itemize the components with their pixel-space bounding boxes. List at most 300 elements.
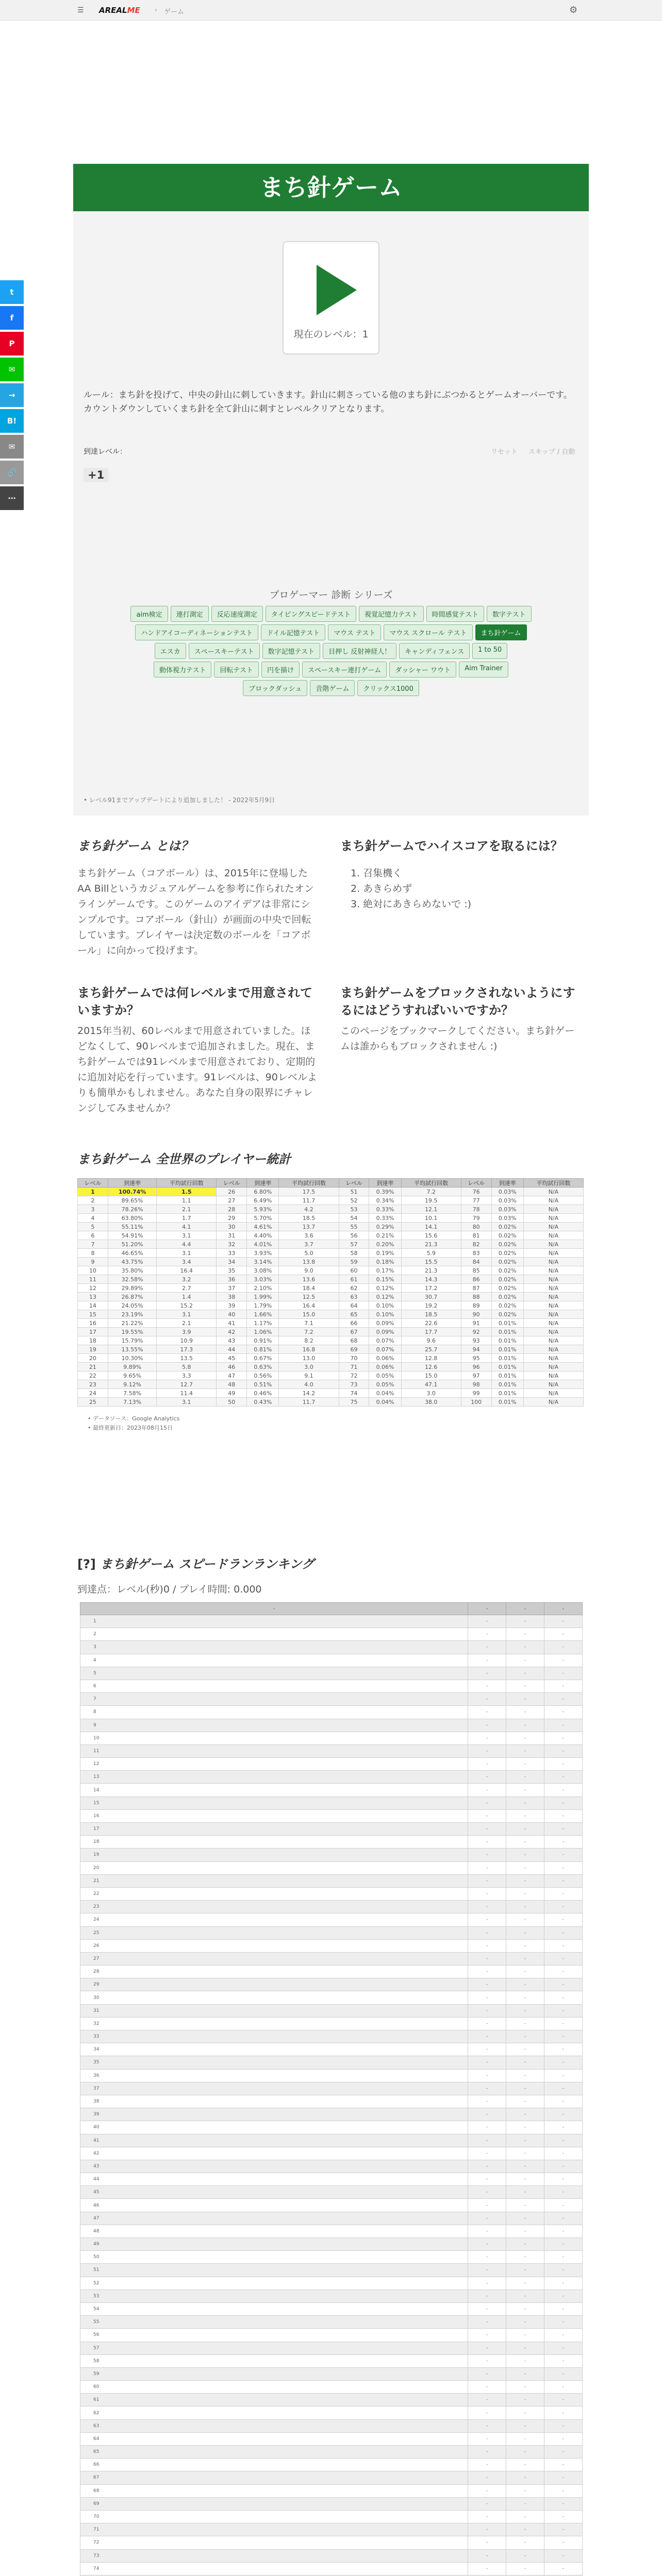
rank-time: - — [506, 2316, 544, 2329]
rank-row — [80, 1771, 583, 1784]
stats-cell: 0.33% — [369, 1205, 401, 1214]
rank-record: - — [468, 2160, 506, 2173]
rank-record: - — [468, 2562, 506, 2575]
mode-link[interactable]: スキップ / 自動 — [528, 448, 575, 456]
rank-time: - — [506, 2108, 544, 2121]
rank-achieved: - — [544, 2225, 582, 2238]
breadcrumb-game[interactable]: ゲーム — [164, 8, 185, 16]
stats-cell: 0.01% — [491, 1389, 523, 1398]
stats-cell: N/A — [523, 1389, 583, 1398]
stats-cell: 4.1 — [157, 1223, 217, 1231]
stats-header: レベル — [217, 1179, 247, 1188]
stats-cell: 4.0 — [279, 1380, 339, 1389]
stats-cell: 73 — [339, 1380, 369, 1389]
brand-main: AREAL — [99, 6, 127, 15]
stats-cell: 20 — [78, 1354, 108, 1363]
rank-achieved: - — [544, 2108, 582, 2121]
share-sidebar — [0, 280, 24, 512]
series-tag[interactable]: エスカ — [155, 643, 186, 659]
rank-record: - — [468, 1823, 506, 1836]
speedrun-help[interactable]: [?] — [77, 1557, 96, 1571]
stats-row — [78, 1214, 584, 1223]
rank-level: 20 — [80, 1861, 468, 1874]
stats-cell: 15.2 — [157, 1301, 217, 1310]
stats-cell: N/A — [523, 1240, 583, 1249]
speedrun-heading — [77, 1554, 314, 1572]
stats-cell: 21.22% — [108, 1319, 156, 1328]
series-tag[interactable]: 数字記憶テスト — [262, 643, 320, 659]
rank-row — [80, 2147, 583, 2160]
stats-cell: 96 — [461, 1363, 491, 1371]
stats-row — [78, 1249, 584, 1258]
rank-row — [80, 2277, 583, 2290]
rank-achieved: - — [544, 2302, 582, 2315]
series-tag[interactable]: マウス テスト — [328, 624, 381, 640]
share-button[interactable]: 🔗 — [0, 461, 24, 484]
rank-record: - — [468, 2471, 506, 2484]
stats-cell: 68 — [339, 1336, 369, 1345]
stats-cell: 13.0 — [279, 1354, 339, 1363]
stats-cell: 4.01% — [247, 1240, 279, 1249]
stats-cell: 54 — [339, 1214, 369, 1223]
settings-icon[interactable]: ⚙ — [569, 5, 578, 15]
series-tag[interactable]: aim検定 — [130, 606, 168, 622]
stats-cell: 0.07% — [369, 1345, 401, 1354]
rank-record: - — [468, 2497, 506, 2510]
rank-row — [80, 2134, 583, 2147]
rank-row — [80, 2510, 583, 2523]
rank-level: 16 — [80, 1809, 468, 1822]
breadcrumb-separator: › — [155, 6, 157, 13]
stats-cell: 8.2 — [279, 1336, 339, 1345]
rank-record: - — [468, 1758, 506, 1771]
stats-cell: 21 — [78, 1363, 108, 1371]
series-tag[interactable]: 時間感覚テスト — [426, 606, 484, 622]
stats-cell: 5.8 — [157, 1363, 217, 1371]
stats-cell: 0.12% — [369, 1284, 401, 1293]
rank-row — [80, 2316, 583, 2329]
stats-cell: 4 — [78, 1214, 108, 1223]
rank-achieved: - — [544, 1732, 582, 1744]
rank-time: - — [506, 2523, 544, 2536]
stats-cell: 43 — [217, 1336, 247, 1345]
rank-record: - — [468, 2212, 506, 2225]
rank-achieved: - — [544, 2381, 582, 2394]
stats-cell: 0.81% — [247, 1345, 279, 1354]
hiscore-tip: 3. 絶対にあきらめないで :) — [351, 899, 472, 910]
stats-cell: 44 — [217, 1345, 247, 1354]
rank-row — [80, 2290, 583, 2302]
rank-header: - — [80, 1603, 468, 1615]
stats-cell: 1.4 — [157, 1293, 217, 1301]
stats-cell: 7 — [78, 1240, 108, 1249]
stats-cell: 3.7 — [279, 1240, 339, 1249]
rank-time: - — [506, 2459, 544, 2471]
stats-header: 平均試行回数 — [279, 1179, 339, 1188]
series-tag[interactable]: 数字テスト — [487, 606, 531, 622]
rank-record: - — [468, 1913, 506, 1926]
rank-row — [80, 2329, 583, 2342]
stats-cell: 1.66% — [247, 1310, 279, 1319]
rank-achieved: - — [544, 1978, 582, 1991]
stats-cell: 0.03% — [491, 1205, 523, 1214]
stats-cell: 32.58% — [108, 1275, 156, 1284]
play-button[interactable] — [283, 241, 379, 354]
rank-achieved: - — [544, 2562, 582, 2575]
rank-achieved: - — [544, 2069, 582, 2082]
stats-cell: 78 — [461, 1205, 491, 1214]
stats-cell: 65 — [339, 1310, 369, 1319]
rank-level: 31 — [80, 2004, 468, 2017]
rank-record: - — [468, 1874, 506, 1887]
rank-achieved: - — [544, 1991, 582, 2004]
rank-level: 30 — [80, 1991, 468, 2004]
rank-achieved: - — [544, 1874, 582, 1887]
stats-cell: 78.26% — [108, 1205, 156, 1214]
stats-cell: 75 — [339, 1398, 369, 1406]
rank-row — [80, 2446, 583, 2459]
rank-achieved: - — [544, 2367, 582, 2380]
series-tag[interactable]: 円を描け — [261, 662, 300, 677]
stats-cell: 1.7 — [157, 1214, 217, 1223]
rank-record: - — [468, 2536, 506, 2549]
rank-record: - — [468, 2264, 506, 2277]
stats-cell: 0.01% — [491, 1380, 523, 1389]
rank-achieved: - — [544, 2017, 582, 2030]
rank-record: - — [468, 1706, 506, 1719]
rank-level: 38 — [80, 2095, 468, 2108]
rank-level: 5 — [80, 1667, 468, 1680]
stats-cell: 11.7 — [279, 1196, 339, 1205]
rank-time: - — [506, 2069, 544, 2082]
series-tag[interactable]: ブロックダッシュ — [243, 680, 307, 696]
rank-row — [80, 1758, 583, 1771]
stats-cell: 9.6 — [401, 1336, 461, 1345]
rank-achieved: - — [544, 2095, 582, 2108]
stats-row — [78, 1336, 584, 1345]
stats-row — [78, 1328, 584, 1336]
stats-cell: 67 — [339, 1328, 369, 1336]
rank-record: - — [468, 1680, 506, 1692]
rank-time: - — [506, 2342, 544, 2354]
stats-cell: 4.61% — [247, 1223, 279, 1231]
stats-cell: 30.7 — [401, 1293, 461, 1301]
series-tag[interactable]: 連打測定 — [171, 606, 209, 622]
stats-cell: 12 — [78, 1284, 108, 1293]
stats-row — [78, 1345, 584, 1354]
rank-level: 63 — [80, 2419, 468, 2432]
rank-row — [80, 1744, 583, 1757]
rank-record: - — [468, 2095, 506, 2108]
stats-cell: 90 — [461, 1310, 491, 1319]
stats-cell: 2.10% — [247, 1284, 279, 1293]
rank-row — [80, 1991, 583, 2004]
rank-achieved: - — [544, 2056, 582, 2069]
menu-icon[interactable]: ☰ — [77, 6, 84, 14]
rank-time: - — [506, 2160, 544, 2173]
rank-row — [80, 2017, 583, 2030]
share-button[interactable]: ✉ — [0, 358, 24, 381]
stats-cell: 3.14% — [247, 1258, 279, 1266]
rank-row — [80, 2406, 583, 2419]
rank-row — [80, 1784, 583, 1797]
stats-cell: N/A — [523, 1266, 583, 1275]
rank-level: 29 — [80, 1978, 468, 1991]
rank-time: - — [506, 1628, 544, 1641]
stats-cell: 33 — [217, 1249, 247, 1258]
stats-row — [78, 1240, 584, 1249]
stats-cell: 15.79% — [108, 1336, 156, 1345]
rank-time: - — [506, 2017, 544, 2030]
rank-row — [80, 1667, 583, 1680]
stats-cell: N/A — [523, 1301, 583, 1310]
rank-record: - — [468, 1978, 506, 1991]
share-button[interactable]: t — [0, 280, 24, 304]
stats-cell: 0.46% — [247, 1389, 279, 1398]
series-tag[interactable]: クリックス1000 — [357, 680, 419, 696]
series-tag[interactable]: 反応速度測定 — [211, 606, 263, 622]
series-tag[interactable]: マウス スクロール テスト — [384, 624, 472, 640]
series-tag[interactable]: Aim Trainer — [459, 662, 508, 677]
stats-cell: 12.1 — [401, 1205, 461, 1214]
stats-cell: 0.02% — [491, 1284, 523, 1293]
rank-level: 42 — [80, 2147, 468, 2160]
stats-cell: 0.02% — [491, 1249, 523, 1258]
stats-cell: N/A — [523, 1188, 583, 1196]
rank-row — [80, 1628, 583, 1641]
hiscore-tip: 1. 召集機く — [351, 868, 403, 879]
rank-achieved: - — [544, 1628, 582, 1641]
rank-record: - — [468, 2406, 506, 2419]
rank-time: - — [506, 2354, 544, 2367]
stats-cell: N/A — [523, 1214, 583, 1223]
rank-level: 19 — [80, 1849, 468, 1861]
stats-cell: 5.70% — [247, 1214, 279, 1223]
stats-cell: 15 — [78, 1310, 108, 1319]
stats-cell: 92 — [461, 1328, 491, 1336]
stats-cell: 1.5 — [157, 1188, 217, 1196]
stats-cell: 94 — [461, 1345, 491, 1354]
rank-time: - — [506, 1823, 544, 1836]
rank-level: 45 — [80, 2186, 468, 2199]
series-tag[interactable]: タイピングスピードテスト — [266, 606, 356, 622]
rank-record: - — [468, 2549, 506, 2562]
stats-cell: 11.7 — [279, 1398, 339, 1406]
rank-time: - — [506, 1887, 544, 1900]
rank-level: 10 — [80, 1732, 468, 1744]
stats-cell: 3.3 — [157, 1371, 217, 1380]
rank-record: - — [468, 1991, 506, 2004]
stats-cell: 11.4 — [157, 1389, 217, 1398]
series-tag[interactable]: ドイル記憶テスト — [261, 624, 325, 640]
rank-level: 57 — [80, 2342, 468, 2354]
rank-level: 23 — [80, 1901, 468, 1913]
series-tag[interactable]: 音階ゲーム — [310, 680, 355, 696]
rank-record: - — [468, 1628, 506, 1641]
stats-cell: 3.1 — [157, 1310, 217, 1319]
series-tag[interactable]: 動体視力テスト — [154, 662, 211, 677]
stats-cell: 5 — [78, 1223, 108, 1231]
stats-header: 平均試行回数 — [401, 1179, 461, 1188]
share-button[interactable]: P — [0, 332, 24, 355]
rank-level: 36 — [80, 2069, 468, 2082]
rank-level: 71 — [80, 2523, 468, 2536]
rank-achieved: - — [544, 2549, 582, 2562]
rank-row — [80, 2069, 583, 2082]
reset-link[interactable]: リセット — [491, 448, 518, 456]
series-tag[interactable]: まち針ゲーム — [475, 624, 527, 640]
rank-time: - — [506, 2199, 544, 2212]
rank-row — [80, 1849, 583, 1861]
stats-cell: 55 — [339, 1223, 369, 1231]
rank-level: 8 — [80, 1706, 468, 1719]
stats-cell: 22.6 — [401, 1319, 461, 1328]
series-tag[interactable]: スペースキーテスト — [189, 643, 260, 659]
stats-cell: 6 — [78, 1231, 108, 1240]
stats-cell: 14 — [78, 1301, 108, 1310]
rank-achieved: - — [544, 2160, 582, 2173]
rank-time: - — [506, 2056, 544, 2069]
rank-level: 7 — [80, 1693, 468, 1706]
series-tag[interactable]: ハンドアイコーディネーションテスト — [135, 624, 258, 640]
stats-cell: 24 — [78, 1389, 108, 1398]
rank-row — [80, 2043, 583, 2056]
rank-record: - — [468, 2108, 506, 2121]
stats-cell: 11 — [78, 1275, 108, 1284]
rank-achieved: - — [544, 2186, 582, 2199]
stats-cell: 85 — [461, 1266, 491, 1275]
stats-header: レベル — [339, 1179, 369, 1188]
rank-record: - — [468, 2302, 506, 2315]
series-tag[interactable]: 回転テスト — [214, 662, 258, 677]
rank-time: - — [506, 1978, 544, 1991]
share-button[interactable]: B! — [0, 409, 24, 433]
stats-cell: 7.2 — [401, 1188, 461, 1196]
stats-cell: 29.89% — [108, 1284, 156, 1293]
rank-time: - — [506, 2030, 544, 2043]
series-tag[interactable]: スペースキー連打ゲーム — [302, 662, 387, 677]
series-tag[interactable]: 視覚記憶力テスト — [359, 606, 423, 622]
rank-achieved: - — [544, 1693, 582, 1706]
stats-cell: 9.65% — [108, 1371, 156, 1380]
rank-level: 17 — [80, 1823, 468, 1836]
share-button[interactable]: f — [0, 306, 24, 330]
rank-achieved: - — [544, 1809, 582, 1822]
rank-time: - — [506, 2536, 544, 2549]
rank-achieved: - — [544, 2471, 582, 2484]
share-button[interactable]: ✉ — [0, 435, 24, 459]
rank-row — [80, 2549, 583, 2562]
rank-row — [80, 2264, 583, 2277]
rank-record: - — [468, 1667, 506, 1680]
stats-cell: 0.09% — [369, 1328, 401, 1336]
rank-time: - — [506, 2406, 544, 2419]
stats-cell: 13 — [78, 1293, 108, 1301]
game-title: まち針ゲーム — [73, 164, 589, 211]
rank-level: 4 — [80, 1654, 468, 1667]
rank-record: - — [468, 1887, 506, 1900]
rank-achieved: - — [544, 2419, 582, 2432]
rank-row — [80, 2056, 583, 2069]
rank-level: 74 — [80, 2562, 468, 2575]
about-heading: まち針ゲーム とは？ — [77, 839, 193, 853]
rank-record: - — [468, 1901, 506, 1913]
series-tag[interactable]: 目押し 反射神経人！ — [323, 643, 396, 659]
stats-cell: 91 — [461, 1319, 491, 1328]
stats-cell: 12.6 — [401, 1363, 461, 1371]
rank-achieved: - — [544, 2394, 582, 2406]
rank-time: - — [506, 1706, 544, 1719]
rank-row — [80, 2536, 583, 2549]
stats-cell: 0.01% — [491, 1319, 523, 1328]
stats-cell: 13.55% — [108, 1345, 156, 1354]
series-tag[interactable]: キャンディフェンス — [399, 643, 470, 659]
stats-cell: 5.9 — [401, 1249, 461, 1258]
stats-row — [78, 1275, 584, 1284]
stats-row — [78, 1398, 584, 1406]
rank-row — [80, 1861, 583, 1874]
series-tag[interactable]: ダッシャー ワウト — [389, 662, 456, 677]
rank-row — [80, 2108, 583, 2121]
stats-cell: 0.67% — [247, 1354, 279, 1363]
rank-level: 59 — [80, 2367, 468, 2380]
rank-level: 9 — [80, 1719, 468, 1732]
stats-cell: 12.7 — [157, 1380, 217, 1389]
rank-time: - — [506, 1667, 544, 1680]
share-button[interactable]: → — [0, 383, 24, 407]
site-logo[interactable] — [99, 6, 140, 15]
stats-cell: 0.01% — [491, 1345, 523, 1354]
rank-level: 35 — [80, 2056, 468, 2069]
stats-cell: 9.89% — [108, 1363, 156, 1371]
stats-row — [78, 1310, 584, 1319]
rank-time: - — [506, 1991, 544, 2004]
rank-record: - — [468, 2459, 506, 2471]
stats-cell: N/A — [523, 1258, 583, 1266]
stats-cell: 0.17% — [369, 1266, 401, 1275]
stats-cell: 0.43% — [247, 1398, 279, 1406]
rank-level: 52 — [80, 2277, 468, 2290]
series-tag[interactable]: 1 to 50 — [472, 643, 507, 659]
stats-cell: 8 — [78, 1249, 108, 1258]
rank-time: - — [506, 1836, 544, 1849]
rank-record: - — [468, 1926, 506, 1939]
stats-cell: 2.1 — [157, 1205, 217, 1214]
stats-cell: 50 — [217, 1398, 247, 1406]
share-button[interactable]: ⋯ — [0, 486, 24, 510]
stats-cell: 0.02% — [491, 1223, 523, 1231]
rank-level: 69 — [80, 2497, 468, 2510]
stats-cell: 17.3 — [157, 1345, 217, 1354]
stats-cell: 3.08% — [247, 1266, 279, 1275]
stats-cell: 63 — [339, 1293, 369, 1301]
stats-row — [78, 1284, 584, 1293]
stats-cell: 0.02% — [491, 1231, 523, 1240]
stats-cell: N/A — [523, 1284, 583, 1293]
rank-header: - — [468, 1603, 506, 1615]
stats-cell: 3.0 — [401, 1389, 461, 1398]
stats-cell: 4.4 — [157, 1240, 217, 1249]
block-heading: まち針ゲームをブロックされないようにするにはどうすればいいですか？ — [340, 986, 575, 1018]
rank-row — [80, 2419, 583, 2432]
rank-time: - — [506, 1809, 544, 1822]
stats-cell: 15.0 — [279, 1310, 339, 1319]
reach-label: 到達レベル： — [84, 448, 127, 456]
rank-time: - — [506, 1693, 544, 1706]
stats-cell: 3 — [78, 1205, 108, 1214]
rank-achieved: - — [544, 1849, 582, 1861]
rank-level: 53 — [80, 2290, 468, 2302]
